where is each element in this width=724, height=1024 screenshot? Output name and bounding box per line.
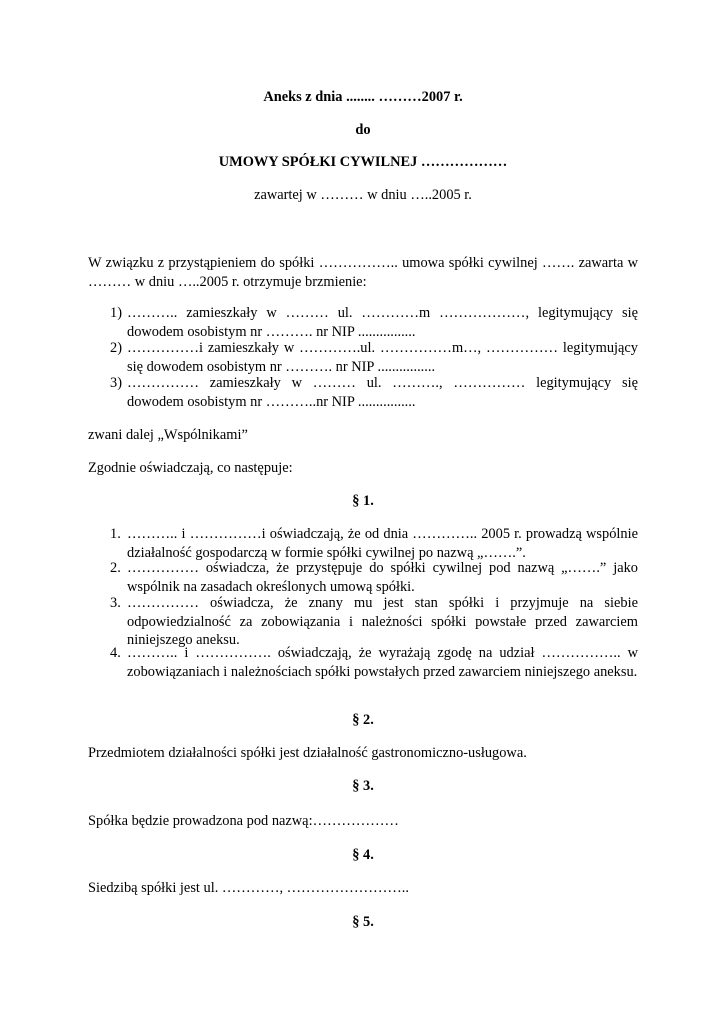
item-text: ……….. i ……………i oświadczają, że od dnia ………….. 2005 r. prowadzą wspólnie działalność gospodarczą w formie spółki cywilnej po nazwą „…….”. xyxy=(127,526,638,561)
partner-number: 3) xyxy=(110,375,122,391)
section-2-heading: § 2. xyxy=(352,712,374,728)
partner-number: 2) xyxy=(110,340,122,356)
called-line: zwani dalej „Wspólnikami” xyxy=(88,427,248,443)
section-3-text: Spółka będzie prowadzona pod nazwą:……………… xyxy=(88,813,399,829)
intro-paragraph: W związku z przystąpieniem do spółki …………….. umowa spółki cywilnej ……. zawarta w ……… w dniu …..2005 r. otrzymuje brzmienie: xyxy=(88,255,638,290)
item-text: …………… oświadcza, że przystępuje do spółki cywilnej pod nazwą „…….” jako wspólnik na zasadach określonych umową spółki. xyxy=(127,560,638,595)
partner-item xyxy=(110,374,638,411)
contract-title: UMOWY SPÓŁKI CYWILNEJ ……………… xyxy=(218,154,508,170)
annex-title: Aneks z dnia ........ ………2007 r. xyxy=(263,89,463,105)
section-1-heading: § 1. xyxy=(352,493,374,509)
partner-number: 1) xyxy=(110,305,122,321)
section-2-text: Przedmiotem działalności spółki jest działalność gastronomiczno-usługowa. xyxy=(88,745,527,761)
item-number: 4. xyxy=(110,645,121,661)
title-connector: do xyxy=(355,122,371,138)
item-number: 2. xyxy=(110,560,121,576)
concluded-line: zawartej w ……… w dniu …..2005 r. xyxy=(254,187,472,203)
partner-text: …………… zamieszkały w ……… ul. ………., …………… legitymujący się dowodem osobistym nr ………..nr NIP ................ xyxy=(127,375,638,410)
partner-item xyxy=(110,304,638,341)
item-text: ……….. i ……………. oświadczają, że wyrażają zgodę na udział …………….. w zobowiązaniach i należnościach spółki powstałych przed zawarciem niniejszego aneksu. xyxy=(127,645,638,680)
partner-text: ……….. zamieszkały w ……… ul. …………m ………………, legitymujący się dowodem osobistym nr ………. nr NIP ................ xyxy=(127,305,638,340)
section-5-heading: § 5. xyxy=(352,914,374,930)
section-1-item xyxy=(110,594,638,650)
partner-text: ……………i zamieszkały w ………….ul. ……………m…, …………… legitymujący się dowodem osobistym nr ………. nr NIP ................ xyxy=(127,340,638,375)
section-1-item xyxy=(110,559,638,596)
section-4-text: Siedzibą spółki jest ul. …………, …………………….. xyxy=(88,880,409,896)
declare-line: Zgodnie oświadczają, co następuje: xyxy=(88,460,293,476)
partner-item xyxy=(110,339,638,376)
section-4-heading: § 4. xyxy=(352,847,374,863)
item-number: 1. xyxy=(110,526,121,542)
section-1-item xyxy=(110,525,638,562)
section-1-item xyxy=(110,644,638,681)
item-text: …………… oświadcza, że znany mu jest stan spółki i przyjmuje na siebie odpowiedzialność za zobowiązania i należności spółki powstałe przed zawarciem niniejszego aneksu. xyxy=(127,595,638,648)
item-number: 3. xyxy=(110,595,121,611)
section-3-heading: § 3. xyxy=(352,778,374,794)
